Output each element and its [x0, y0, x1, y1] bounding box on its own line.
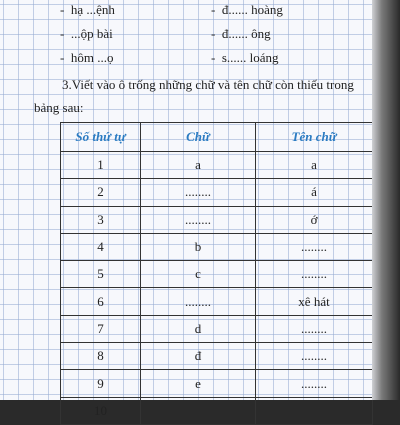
cell-stt: 10: [61, 397, 141, 424]
cell-chu[interactable]: a: [141, 152, 256, 179]
letters-table: [60, 122, 373, 425]
cell-stt: 3: [61, 206, 141, 233]
cell-chu[interactable]: ........: [141, 288, 256, 315]
cell-chu[interactable]: b: [141, 233, 256, 260]
cell-stt: 5: [61, 261, 141, 288]
cell-ten-chu[interactable]: ........: [256, 233, 373, 260]
exercise-item-right-2: - đ...... ông: [211, 26, 271, 41]
task-instruction-line-2: bảng sau:: [34, 100, 84, 115]
task-instruction-line-1: 3.Viết vào ô trống những chữ và tên chữ còn thiếu trong: [62, 77, 354, 92]
table-row: [61, 370, 373, 397]
cell-chu[interactable]: đ: [141, 343, 256, 370]
exercise-item-right-1: - đ...... hoàng: [211, 2, 283, 17]
table-row: [61, 288, 373, 315]
cell-ten-chu[interactable]: [256, 397, 373, 424]
exercise-item-left-3: - hôm ...ọ: [60, 50, 114, 65]
cell-stt: 8: [61, 343, 141, 370]
table-row: [61, 261, 373, 288]
cell-chu[interactable]: ........: [141, 206, 256, 233]
cell-chu[interactable]: d: [141, 315, 256, 342]
exercise-item-right-3: - s...... loáng: [211, 50, 279, 65]
header-ten-chu: Tên chữ: [256, 123, 373, 152]
table-row: [61, 315, 373, 342]
table-row: [61, 152, 373, 179]
cell-ten-chu[interactable]: ớ: [256, 206, 373, 233]
header-chu: Chữ: [141, 123, 256, 152]
cell-ten-chu[interactable]: ........: [256, 370, 373, 397]
cell-chu[interactable]: c: [141, 261, 256, 288]
exercise-item-left-1: - hạ ...ệnh: [60, 2, 115, 17]
cell-stt: 6: [61, 288, 141, 315]
cell-stt: 4: [61, 233, 141, 260]
cell-stt: 7: [61, 315, 141, 342]
table-row: [61, 206, 373, 233]
header-stt: Số thứ tự: [61, 123, 141, 152]
table-header-row: [61, 123, 373, 152]
table-row: [61, 397, 373, 424]
page-edge-shadow: [372, 0, 400, 400]
table-row: [61, 179, 373, 206]
cell-stt: 9: [61, 370, 141, 397]
cell-chu[interactable]: ........: [141, 179, 256, 206]
cell-ten-chu[interactable]: á: [256, 179, 373, 206]
cell-ten-chu[interactable]: ........: [256, 343, 373, 370]
cell-chu[interactable]: [141, 397, 256, 424]
cell-chu[interactable]: e: [141, 370, 256, 397]
exercise-item-left-2: - ...ộp bài: [60, 26, 113, 41]
cell-ten-chu[interactable]: xê hát: [256, 288, 373, 315]
cell-ten-chu[interactable]: ........: [256, 261, 373, 288]
cell-ten-chu[interactable]: ........: [256, 315, 373, 342]
cell-stt: 2: [61, 179, 141, 206]
cell-stt: 1: [61, 152, 141, 179]
cell-ten-chu[interactable]: a: [256, 152, 373, 179]
table-row: [61, 233, 373, 260]
table-row: [61, 343, 373, 370]
